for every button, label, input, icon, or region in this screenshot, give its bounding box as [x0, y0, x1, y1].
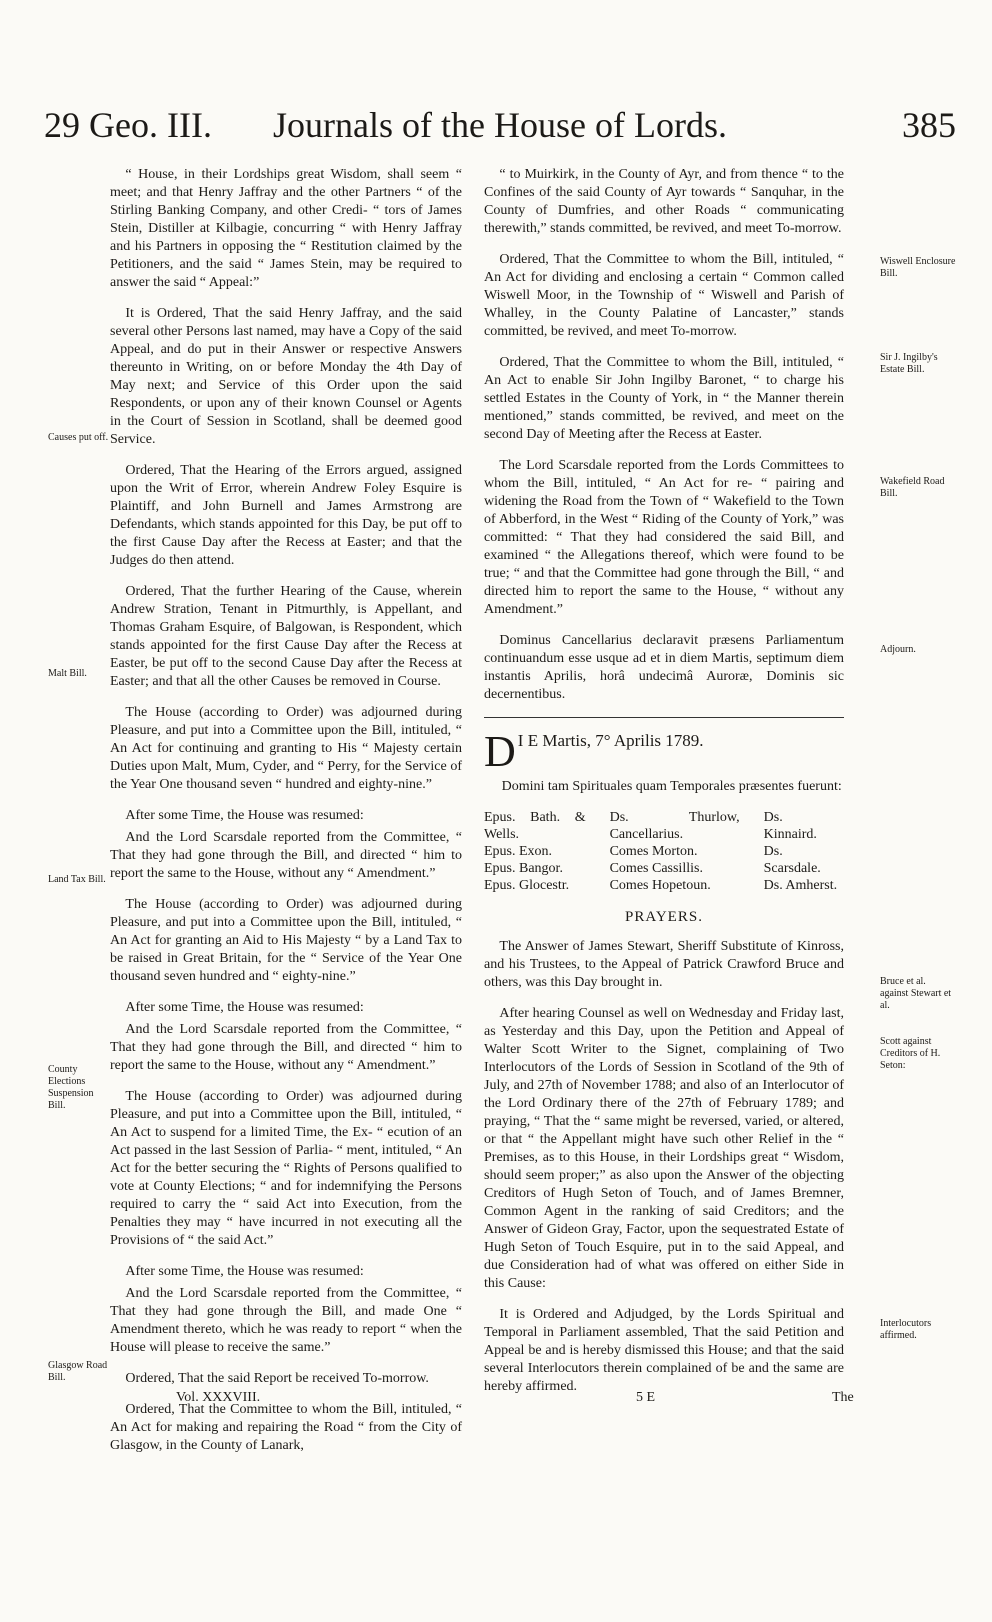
paragraph: It is Ordered, That the said Henry Jaffray, and the said several other Persons last named, may have a Copy of the said Appeal, and do put in their Answer or respective Answers thereunto in Writing, on or before Monday the 4th Day of May next; and Service of this Order upon the said Respondents, or upon any of their known Counsel or Agents in the Court of Session in Scotland, shall be deemed good Service.	[110, 306, 462, 447]
margin-note: Sir J. Ingilby's Estate Bill.	[880, 352, 938, 375]
member: Epus. Bangor.	[484, 861, 563, 876]
member: Ds. Amherst.	[763, 878, 838, 893]
paragraph: After some Time, the House was resumed:	[125, 1000, 364, 1015]
paragraph: “ House, in their Lordships great Wisdom, shall seem “ meet; and that Henry Jaffray and the other Partners “ of the Stirling Banking Company, and other Credi- “ tors of James Stein, Distiller at Kilbagie, concurring “ with Henry Jaffray and his Partners in opposing the “ Restitution claimed by the Petitioners, and the said “ James Stein, may be required to answer the said “ Appeal:”	[110, 167, 462, 290]
paragraph: And the Lord Scarsdale reported from the Committee, “ That they had gone through the Bill, and directed “ him to report the same to the House, without any “ Amendment.”	[110, 830, 462, 881]
margin-note: Wiswell Enclosure Bill.	[880, 256, 956, 279]
date-text: I E Martis, 7° Aprilis 1789.	[517, 731, 704, 750]
margin-note: County Elections Suspension Bill.	[48, 1064, 94, 1111]
catchword: The	[832, 1390, 854, 1405]
prayers-heading: PRAYERS.	[625, 909, 703, 925]
paragraph: Dominus Cancellarius declaravit præsens Parliamentum continuandum esse usque ad et in diem Martis, septimum diem instantis Aprilis, horâ undecimâ Auroræ, Dominis sic decernentibus.	[484, 633, 844, 702]
right-column	[484, 166, 844, 1409]
paragraph: After hearing Counsel as well on Wednesday and Friday last, as Yesterday and this Day, upon the Petition and Appeal of Walter Scott Writer to the Signet, complaining of Two Interlocutors of the Lords of Session in Scotland of the 9th of July, and 27th of November 1788; and also of an Interlocutor of the Lord Ordinary there of the 27th of February 1789; and praying, “ That the “ same might be reversed, varied, or altered, or that “ the Appellant might have such other Relief in the “ Premises, as to this House, in their Lordships great “ Wisdom, should seem proper;” as also upon the Answer of the objecting Creditors of Hugh Seton of Touch, and of James Bremner, Common Agent in the ranking of said Creditors; and the Answer of Gideon Gray, Factor, upon the sequestrated Estate of Hugh Seton of Touch Esquire, put in to the said Appeal, and due Consideration had of what was offered on either Side in this Cause:	[484, 1006, 844, 1291]
paragraph: It is Ordered and Adjudged, by the Lords Spiritual and Temporal in Parliament assembled, That the said Petition and Appeal be and is hereby dismissed this House; and that the said several Interlocutors therein complained of be and the same are hereby affirmed.	[484, 1307, 844, 1394]
member: Ds. Kinnaird.	[763, 810, 817, 842]
paragraph: After some Time, the House was resumed:	[125, 1264, 364, 1279]
paragraph: The House (according to Order) was adjourned during Pleasure, and put into a Committee upon the Bill, intituled, “ An Act to suspend for a limited Time, the Ex- “ ecution of an Act passed in the last Session of Parlia- “ ment, intituled, “ An Act for the better securing the “ Rights of Persons qualified to vote at County Elections; “ and for indemnifying the Persons required to carry the “ said Act into Execution, from the Penalties they may “ have incurred in not executing all the Provisions of “ the said Act.”	[110, 1089, 462, 1248]
paragraph: “ to Muirkirk, in the County of Ayr, and from thence “ to the Confines of the said County of Ayr towards “ Sanquhar, in the County of Dumfries, and other Roads “ communicating therewith,” stands committed, be revived, and meet To-morrow.	[484, 167, 844, 236]
sitting-date	[484, 727, 844, 776]
margin-note: Adjourn.	[880, 644, 916, 655]
member: Comes Hopetoun.	[609, 878, 711, 893]
margin-note: Wakefield Road Bill.	[880, 476, 945, 499]
members-present	[484, 809, 844, 894]
paragraph: Ordered, That the said Report be received To-morrow.	[125, 1371, 429, 1386]
margin-note: Glasgow Road Bill.	[48, 1360, 108, 1383]
margin-note: Interlocutors affirmed.	[880, 1318, 932, 1341]
paragraph: The House (according to Order) was adjourned during Pleasure, and put into a Committee upon the Bill, intituled, “ An Act for continuing and granting to His “ Majesty certain Duties upon Malt, Mum, Cyder, and “ Perry, for the Service of the Year One thousand seven “ hundred and eighty-nine.”	[110, 705, 462, 792]
margin-note: Land Tax Bill.	[48, 874, 106, 885]
paragraph: And the Lord Scarsdale reported from the Committee, “ That they had gone through the Bill, and made One “ Amendment thereto, which he was ready to report “ when the House will please to receive the same.”	[110, 1286, 462, 1355]
paragraph: Ordered, That the Hearing of the Errors argued, assigned upon the Writ of Error, wherein Andrew Foley Esquire is Plaintiff, and John Burnell and James Armstrong are Defendants, which stands appointed for this Day, be put off to the first Cause Day after the Recess at Easter; and that the Judges do then attend.	[110, 463, 462, 568]
member: Epus. Glocestr.	[484, 878, 570, 893]
member-column	[610, 809, 752, 894]
section-rule	[484, 717, 844, 718]
volume-number: Vol. XXXVIII.	[176, 1390, 261, 1405]
page-header	[44, 104, 956, 158]
signature-mark: 5 E	[636, 1390, 656, 1405]
paragraph: After some Time, the House was resumed:	[125, 808, 364, 823]
member-column	[764, 809, 844, 894]
paragraph: Ordered, That the further Hearing of the Cause, wherein Andrew Stration, Tenant in Pitmurthly, is Appellant, and Thomas Graham Esquire, of Balgowan, is Respondent, which stands appointed for the first Cause Day after the Recess at Easter, be put off to the second Cause Day after the Recess at Easter; and that all the other Causes be removed in Course.	[110, 584, 462, 689]
present-heading: Domini tam Spirituales quam Temporales præsentes fuerunt:	[501, 779, 842, 794]
member: Ds. Thurlow, Cancellarius.	[609, 810, 740, 842]
margin-note: Malt Bill.	[48, 668, 87, 679]
left-column	[110, 166, 462, 1468]
member-column	[484, 809, 598, 894]
page-number: 385	[902, 105, 956, 145]
margin-note: Causes put off.	[48, 432, 109, 443]
member: Comes Morton.	[609, 844, 698, 859]
journal-title: Journals of the House of Lords.	[273, 105, 727, 145]
member: Epus. Bath. & Wells.	[484, 810, 586, 842]
member: Comes Cassillis.	[609, 861, 703, 876]
paragraph: And the Lord Scarsdale reported from the Committee, “ That they had gone through the Bill, and directed “ him to report the same to the House, without any “ Amendment.”	[110, 1022, 462, 1073]
member: Ds. Scarsdale.	[763, 844, 821, 876]
paragraph: The House (according to Order) was adjourned during Pleasure, and put into a Committee upon the Bill, intituled, “ An Act for granting an Aid to His Majesty “ by a Land Tax to be raised in Great Britain, for the “ Service of the Year One thousand seven hundred and “ eighty-nine.”	[110, 897, 462, 984]
margin-note: Bruce et al. against Stewart et al.	[880, 976, 952, 1011]
member: Epus. Exon.	[484, 844, 553, 859]
margin-note: Scott against Creditors of H. Seton:	[880, 1036, 941, 1071]
drop-cap: D	[484, 727, 516, 776]
paragraph: Ordered, That the Committee to whom the Bill, intituled, “ An Act to enable Sir John Ingilby Baronet, “ to charge his settled Estates in the County of York, in “ the Manner therein mentioned,” stands committed, be revived, and meet on the second Day of Meeting after the Recess at Easter.	[484, 355, 844, 442]
paragraph: Ordered, That the Committee to whom the Bill, intituled, “ An Act for making and repairing the Road “ from the City of Glasgow, in the County of Lanark,	[110, 1402, 462, 1453]
paragraph: The Answer of James Stewart, Sheriff Substitute of Kinross, and his Trustees, to the Appeal of Patrick Crawford Bruce and others, was this Day brought in.	[484, 939, 844, 990]
paragraph: Ordered, That the Committee to whom the Bill, intituled, “ An Act for dividing and enclosing a certain “ Common called Wiswell Moor, in the Township of “ Wiswell and Parish of Whalley, in the County Palatine of Lancaster,” stands committed, be revived, and meet To-morrow.	[484, 252, 844, 339]
regnal-year: 29 Geo. III.	[44, 105, 212, 145]
paragraph: The Lord Scarsdale reported from the Lords Committees to whom the Bill, intituled, “ An Act for re- “ pairing and widening the Road from the Town of “ Wakefield to the Town of Abberford, in the West “ Riding of the County of York,” was committed: “ That they had considered the said Bill, and examined “ the Allegations thereof, which were found to be true; “ and that the Committee had gone through the Bill, “ and directed him to report the same to the House, “ without any Amendment.”	[484, 458, 844, 617]
